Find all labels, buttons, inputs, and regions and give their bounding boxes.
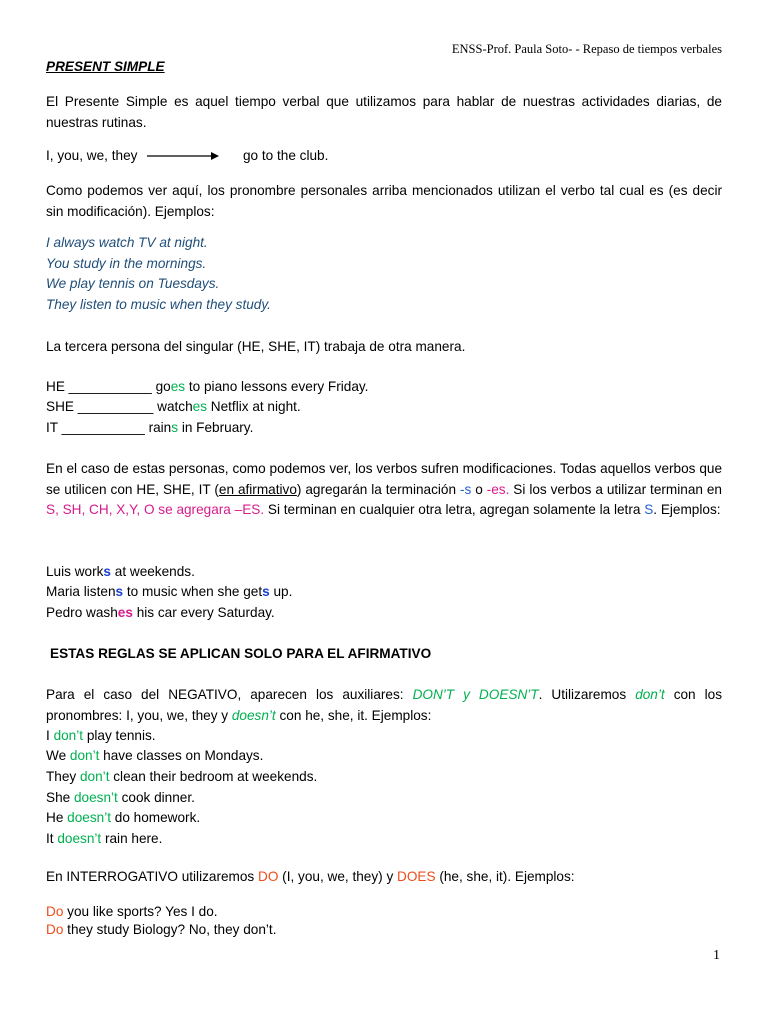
subject: She	[46, 790, 74, 805]
verb-stem: watch	[157, 399, 193, 414]
blank: ___________	[61, 420, 145, 435]
intro-paragraph	[46, 92, 722, 133]
rule-text	[46, 459, 722, 521]
verb-ending: s	[103, 564, 111, 579]
verb-ending: es	[192, 399, 207, 414]
negative-example	[46, 830, 162, 848]
verb-ending: es	[170, 379, 186, 394]
verb-ending: es	[117, 605, 133, 620]
ending-es: -es.	[486, 481, 510, 497]
third-person-line-it	[46, 419, 253, 437]
example-text: to music when she get	[123, 584, 263, 599]
third-example-line	[46, 583, 292, 601]
interrogative-text: En INTERROGATIVO utilizaremos	[46, 869, 259, 884]
question-example	[46, 903, 218, 921]
example-text: his car every Saturday.	[132, 605, 275, 620]
interrogative-text: (I, you, we, they) y	[278, 869, 398, 884]
third-person-line-she	[46, 398, 301, 416]
right-arrow-icon	[145, 150, 221, 162]
aux: doesn’t	[57, 831, 102, 846]
subject: It	[46, 831, 58, 846]
subject: I	[46, 728, 54, 743]
letter-s: S	[644, 502, 654, 517]
explanation-text: Como podemos ver aquí, los pronombre personales arriba mencionados utilizan el verbo tal cual es (es decir sin modificación). Ejemplos:	[46, 183, 722, 219]
question-text: they study Biology? No, they don’t.	[63, 922, 277, 937]
rule-heading: ESTAS REGLAS SE APLICAN SOLO PARA EL AFIRMATIVO	[50, 646, 432, 661]
negative-text	[46, 685, 722, 726]
negative-example	[46, 809, 200, 827]
aux-do: Do	[46, 922, 64, 937]
example-text: Pedro wash	[46, 605, 118, 620]
question-text: you like sports? Yes I do.	[63, 904, 218, 919]
negative-text-part: con he, she, it. Ejemplos:	[275, 707, 432, 723]
subject: They	[46, 769, 80, 784]
underlined-term: en afirmativo	[218, 481, 297, 497]
third-person-line-he	[46, 378, 368, 396]
predicate: rain here.	[101, 831, 163, 846]
sentence-rest: in February.	[178, 420, 254, 435]
negative-text-part: con los pronombres: I, you, we, they y	[46, 687, 722, 723]
predicate: play tennis.	[83, 728, 156, 743]
example-line: I always watch TV at night.	[46, 235, 208, 250]
example-text: Luis work	[46, 564, 104, 579]
aux: doesn’t	[67, 810, 111, 825]
ending-s: -s	[459, 481, 472, 497]
subject: We	[46, 748, 70, 763]
verb-ending: s	[115, 584, 124, 599]
pronoun: IT	[46, 420, 58, 435]
aux: don’t	[53, 728, 84, 743]
explanation-paragraph	[46, 181, 722, 222]
example-text: up.	[269, 584, 293, 599]
pronouns-line	[46, 147, 328, 165]
third-example-line	[46, 604, 275, 622]
blank: ___________	[68, 379, 152, 394]
pronoun: HE	[46, 379, 65, 394]
aux: don’t	[69, 748, 100, 763]
example-text: at weekends.	[110, 564, 195, 579]
page-title: PRESENT SIMPLE	[46, 59, 165, 74]
aux: don’t	[80, 769, 110, 784]
pronouns-subject: I, you, we, they	[46, 148, 138, 163]
example-line: You study in the mornings.	[46, 256, 207, 271]
aux-does: DOES	[397, 869, 436, 884]
example-text: Maria listen	[46, 584, 116, 599]
predicate: cook dinner.	[117, 790, 195, 805]
rule-text-part: Si los verbos a utilizar terminan en	[509, 481, 722, 497]
negative-example	[46, 727, 156, 745]
question-example	[46, 921, 276, 939]
example-line: We play tennis on Tuesdays.	[46, 276, 220, 291]
negative-text-part: . Utilizaremos	[538, 687, 636, 702]
pronouns-predicate: go to the club.	[243, 148, 329, 163]
aux-doesnt: doesn’t	[231, 707, 276, 723]
rule-text-part: Si terminan en cualquier otra letra, agregan solamente la letra	[264, 502, 645, 517]
aux-do: Do	[46, 904, 64, 919]
pronoun: SHE	[46, 399, 74, 414]
interrogative-text: (he, she, it). Ejemplos:	[435, 869, 575, 884]
aux-dont: don’t	[635, 687, 665, 702]
verb-stem: go	[155, 379, 171, 394]
aux-do: DO	[258, 869, 279, 884]
verb-ending: s	[262, 584, 270, 599]
rule-text-part: ) agregarán la terminación	[296, 481, 460, 497]
predicate: do homework.	[111, 810, 201, 825]
negative-example	[46, 747, 263, 765]
predicate: clean their bedroom at weekends.	[109, 769, 318, 784]
example-line: They listen to music when they study.	[46, 297, 271, 312]
ending-letters: S, SH, CH, X,Y, O se agregara –ES.	[46, 502, 265, 517]
negative-example	[46, 768, 317, 786]
negative-text-part: Para el caso del NEGATIVO, aparecen los auxiliares:	[46, 687, 413, 702]
auxiliaries: DON’T y DOESN’T	[412, 687, 539, 702]
subject: He	[46, 810, 68, 825]
interrogative-line	[46, 868, 575, 886]
verb-stem: rain	[148, 420, 172, 435]
rule-text-part: En el caso de estas personas, como podemos ver, los verbos sufren modificaciones. Todas aquellos verbos que se utilicen con HE, SHE, IT (	[46, 461, 722, 497]
intro-text: El Presente Simple es aquel tiempo verbal que utilizamos para hablar de nuestras actividades diarias, de nuestras rutinas.	[46, 94, 722, 130]
page-header: ENSS-Prof. Paula Soto- - Repaso de tiempos verbales	[451, 42, 722, 56]
third-example-line	[46, 563, 195, 581]
rule-text-part: o	[471, 481, 487, 497]
rule-paragraph	[46, 459, 722, 521]
aux: doesn’t	[73, 790, 118, 805]
negative-paragraph	[46, 685, 722, 726]
rule-text-part: . Ejemplos:	[653, 502, 721, 517]
blank: __________	[77, 399, 154, 414]
verb-ending: s	[171, 420, 179, 435]
sentence-rest: to piano lessons every Friday.	[185, 379, 369, 394]
predicate: have classes on Mondays.	[99, 748, 264, 763]
negative-example	[46, 789, 195, 807]
third-person-intro: La tercera persona del singular (HE, SHE, IT) trabaja de otra manera.	[46, 339, 466, 354]
sentence-rest: Netflix at night.	[207, 399, 301, 414]
page-number: 1	[713, 948, 720, 963]
